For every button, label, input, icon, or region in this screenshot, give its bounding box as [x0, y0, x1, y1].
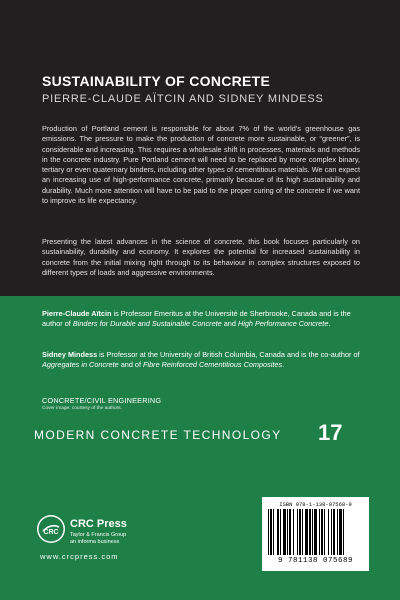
publisher-name: CRC Press	[70, 518, 127, 530]
barcode-bar	[268, 509, 269, 555]
series-volume-number: 17	[318, 420, 343, 445]
isbn-label: ISBN 978-1-138-07568-9	[279, 501, 352, 508]
barcode-bar	[309, 509, 311, 555]
bio-text: and	[221, 319, 238, 329]
bio-text: is Professor Emeritus at the Université de Sherbrooke, Canada and is the author of	[42, 309, 351, 329]
barcode-bar	[287, 509, 288, 555]
bio-text: .	[328, 319, 331, 329]
barcode-bar	[328, 509, 329, 555]
barcode-digits: 9 781138 075689	[277, 557, 353, 565]
barcode-bar	[270, 509, 272, 555]
series-name: MODERN CONCRETE TECHNOLOGY	[34, 428, 282, 442]
bio-text: is Professor at the University of British Columbia, Canada and is the co-author of	[97, 350, 360, 359]
barcode-bar	[302, 509, 303, 555]
publisher-parent: an informa business	[70, 539, 120, 545]
bio-text: and of	[118, 360, 144, 370]
barcode-bar	[297, 509, 298, 555]
publisher-website: www.crcpress.com	[40, 552, 119, 561]
barcode-bar	[339, 509, 342, 555]
barcode-bar	[277, 509, 279, 555]
publisher-group: Taylor & Francis Group	[70, 532, 127, 538]
author-bio-mindess	[42, 350, 360, 371]
barcode-bar	[343, 509, 344, 555]
author-bio-aitcin	[42, 309, 360, 330]
barcode-bar	[337, 509, 338, 555]
bio-book-title: High Performance Concrete	[237, 319, 329, 329]
barcode-bar	[273, 509, 274, 555]
book-authors: PIERRE-CLAUDE AÏTCIN AND SIDNEY MINDESS	[42, 93, 324, 105]
barcode-bar	[299, 509, 301, 555]
book-title: SUSTAINABILITY OF CONCRETE	[42, 73, 271, 89]
subject-category: CONCRETE/CIVIL ENGINEERING	[42, 396, 162, 405]
crc-logo-icon	[37, 515, 65, 543]
barcode-bar	[314, 509, 317, 555]
barcode-bar	[331, 509, 332, 555]
barcode-bar	[319, 509, 320, 555]
barcode-bar	[333, 509, 335, 555]
barcode-bar	[283, 509, 286, 555]
bio-author-name: Pierre-Claude Aïtcin	[42, 309, 112, 318]
bio-book-title: Fibre Reinforced Cementitious Composites	[143, 360, 283, 370]
bio-author-name: Sidney Mindess	[42, 350, 98, 359]
barcode-bar	[289, 509, 291, 555]
cover-image-credit: Cover image: courtesy of the authors.	[42, 406, 122, 411]
blurb-paragraph-1: Production of Portland cement is responsible for about 7% of the world’s greenhouse gas emissions. The pressure to make the production of concrete more sustainable, or “greener”, is considerable and increasing. This requires a wholesale shift in processes, materials and methods in the concrete industry. Pure Portland cement will need to be replaced by more complex binary, tertiary or even quaternary binders, including other types of cementitious materials. We can expect an increasing use of high-performance concrete, primarily because of its high sustainability and durability. Much more attention will have to be paid to the proper curing of the concrete if we want to improve its life expectancy.	[42, 124, 360, 206]
barcode-bar	[321, 509, 323, 555]
barcode-bar	[324, 509, 325, 555]
crc-logo-graphic	[37, 515, 65, 543]
bio-text: .	[282, 360, 285, 370]
isbn-barcode	[262, 497, 369, 571]
barcode-bars	[268, 509, 363, 555]
barcode-bar	[293, 509, 294, 555]
blurb-paragraph-2: Presenting the latest advances in the science of concrete, this book focuses particularly on sustainability, durability and economy. It explores the potential for increased sustainability in concrete from the initial mixing right through to its behaviour in complex structures exposed to different types of loads and aggressive environments.	[42, 237, 360, 277]
bio-book-title: Aggregates in Concrete	[42, 360, 119, 370]
barcode-bar	[312, 509, 313, 555]
barcode-bar	[280, 509, 281, 555]
bio-book-title: Binders for Durable and Sustainable Concrete	[72, 319, 222, 329]
crc-logo-text: CRC	[43, 529, 59, 536]
barcode-bar	[305, 509, 308, 555]
